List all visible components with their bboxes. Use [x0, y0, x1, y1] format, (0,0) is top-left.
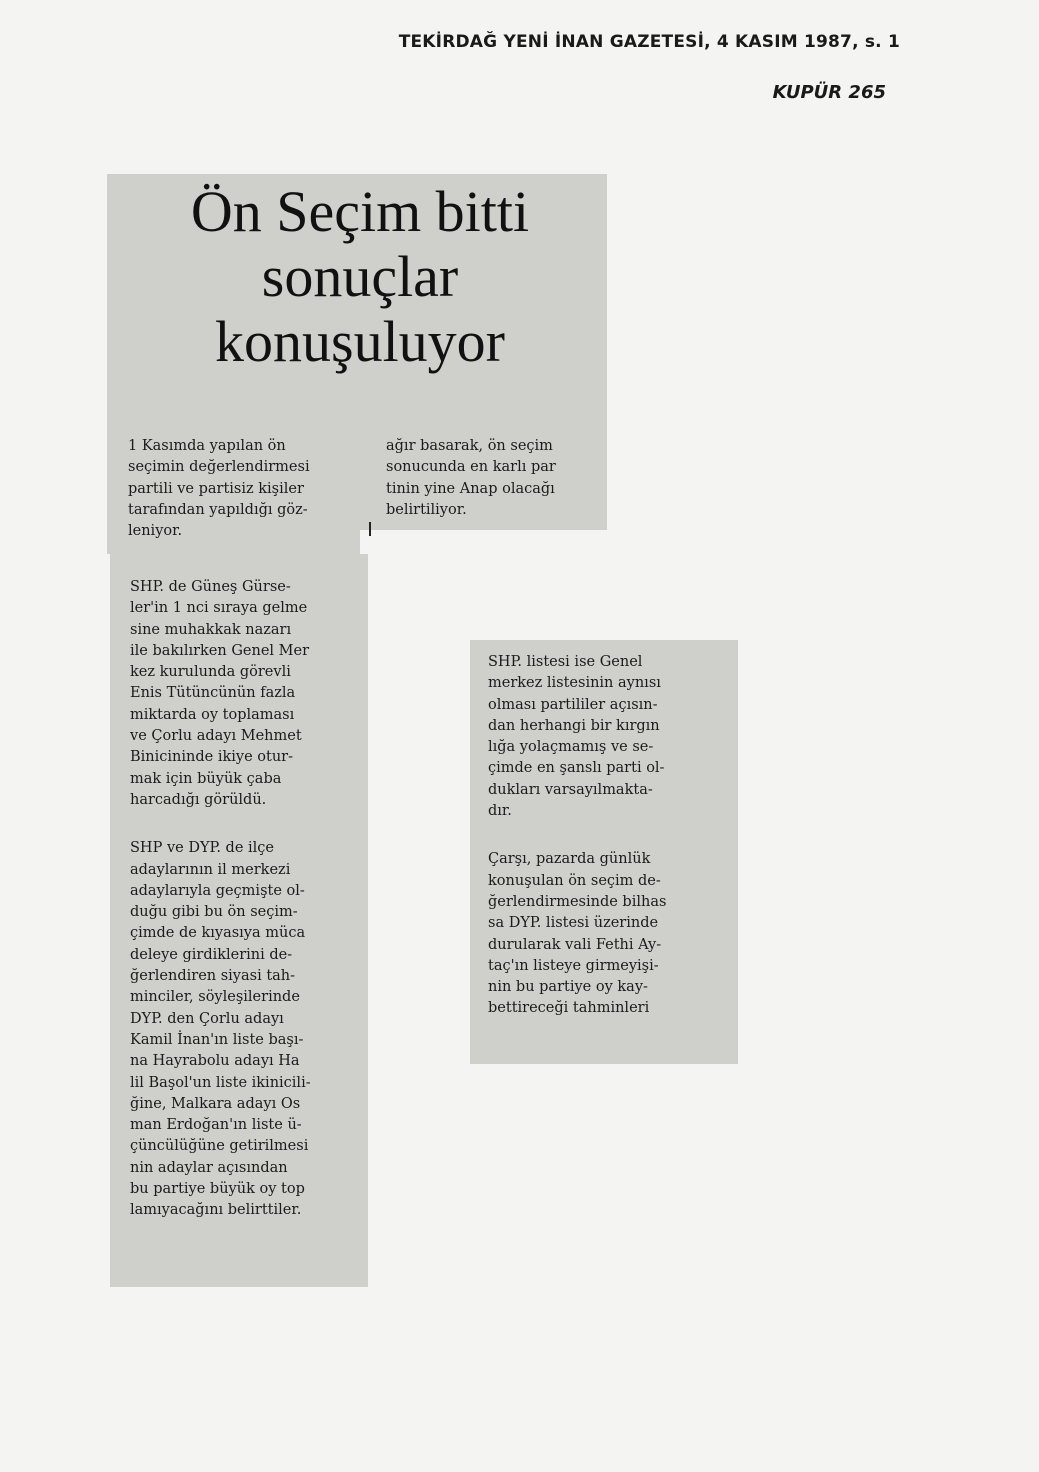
- clipping-gap: [360, 530, 608, 554]
- headline-line-2: sonuçlar: [261, 243, 459, 309]
- headline-line-3: konuşuluyor: [215, 308, 505, 374]
- source-citation: TEKİRDAĞ YENİ İNAN GAZETESİ, 4 KASIM 1987, s. 1: [398, 32, 900, 52]
- clipping-number: KUPÜR 265: [772, 82, 886, 103]
- column-rule: [369, 522, 371, 536]
- lead-left-text: 1 Kasımda yapılan ön seçimin değerlendirmesi partili ve partisiz kişiler tarafından yapıldığı göz- leniyor.: [128, 438, 310, 540]
- right-paragraph-2: Çarşı, pazarda günlük konuşulan ön seçim de- ğerlendirmesinde bilhas sa DYP. listesi üzerinde durularak vali Fethi Ay- taç'ın listeye girmeyişi- nin bu partiye oy kay- bettireceği tahminleri: [488, 851, 667, 1017]
- right-paragraph-1: SHP. listesi ise Genel merkez listesinin aynısı olması partililer açısın- dan herhangi bir kırgın lığa yolaçmamış ve se- çimde en şanslı parti ol- dukları varsayılmakta- dır.: [488, 654, 665, 820]
- lead-paragraph-left: [128, 436, 364, 542]
- lead-paragraph-right: [386, 436, 616, 521]
- left-paragraph-1: SHP. de Güneş Gürse- ler'in 1 nci sıraya gelme sine muhakkak nazarı ile bakılırken Genel Mer kez kurulunda görevli Enis Tütüncünün fazla miktarda oy toplaması ve Çorlu adayı Mehmet Binicininde ikiye otur- mak için büyük çaba harcadığı görüldü.: [130, 579, 310, 808]
- left-paragraph-2: SHP ve DYP. de ilçe adaylarının il merkezi adaylarıyla geçmişte ol- duğu gibi bu ön seçim- çimde de kıyasıya müca deleye girdiklerini de- ğerlendiren siyasi tah- minciler, söyleşilerinde DYP. den Çorlu adayı Kamil İnan'ın liste başı- na Hayrabolu adayı Ha lil Başol'un liste ikinicili- ğine, Malkara adayı Os man Erdoğan'ın liste ü- çüncülüğüne getirilmesi nin adaylar açısından bu partiye büyük oy top lamıyacağını belirttiler.: [130, 840, 311, 1219]
- lead-right-text: ağır basarak, ön seçim sonucunda en karlı par tinin yine Anap olacağı belirtiliyor.: [386, 438, 556, 518]
- left-column: [130, 577, 362, 1222]
- headline-line-1: Ön Seçim bitti: [190, 179, 530, 244]
- right-column: [488, 652, 738, 1020]
- article-headline: [150, 180, 570, 375]
